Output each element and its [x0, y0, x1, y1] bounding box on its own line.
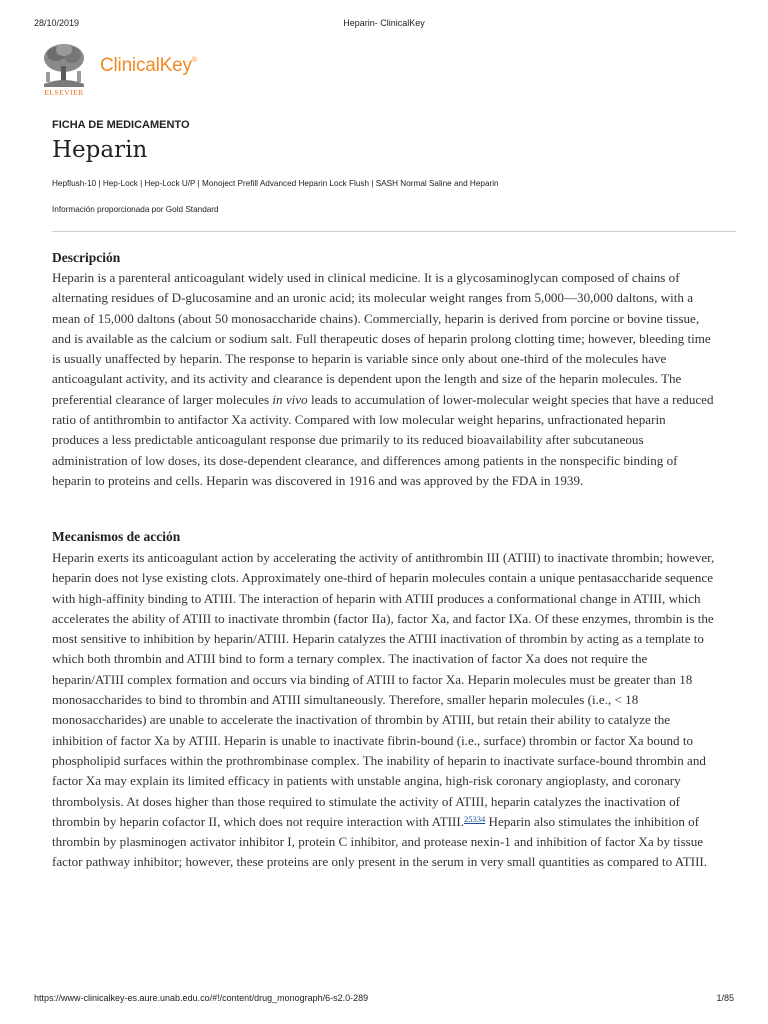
mechanism-text-part1: Heparin exerts its anticoagulant action by accelerating the activity of antithrombin III (ATIII) to inactivate thrombin; however, heparin does not lyse existing clots. Approximately one-third of heparin molecules contain a unique pentasaccharide sequence with high-affinity binding to ATIII. The interaction of heparin with ATIII produces a conformational change in ATIII, which accelerates the ability of ATIII to inactivate thrombin (factor IIa), factor Xa, and factor IXa. Of these enzymes, thrombin is the most sensitive to inhibition by heparin/ATIII. Heparin catalyzes the ATIII inactivation of thrombin by acting as a template to which both thrombin and ATIII bind to form a ternary complex. The inactivation of factor Xa does not require the heparin/ATIII complex formation and occurs via binding of ATIII to factor Xa. Heparin molecules must be greater than 18 monosaccharides to bind to thrombin and ATIII simultaneously. Therefore, smaller heparin molecules (i.e., < 18 monosaccharides) are unable to accelerate the inactivation of thrombin by ATIII, but retain their ability to catalyze the inhibition of factor Xa by ATIII. Heparin is unable to inactivate fibrin-bound (i.e., surface) thrombin or factor Xa bound to phospholipid surfaces within the prothrombinase complex. The inability of heparin to inactivate surface-bound thrombin and factor Xa may explain its limited efficacy in patients with unstable angina, high-risk coronary angioplasty, and coronary thrombolysis. At doses higher than those required to stimulate the activity of ATIII, heparin catalyzes the inactivation of thrombin by heparin cofactor II, which does not require interaction with ATIII. — [52, 550, 715, 829]
mechanism-heading: Mecanismos de acción — [52, 529, 181, 544]
trademark-symbol: ® — [191, 57, 197, 64]
print-date: 28/10/2019 — [34, 18, 80, 28]
elsevier-wordmark: ELSEVIER — [44, 88, 84, 97]
mechanism-text — [52, 548, 716, 873]
reference-link[interactable]: 25334 — [463, 813, 486, 824]
brand-names: Hepflush-10 | Hep-Lock | Hep-Lock U/P | Monoject Prefill Advanced Heparin Lock Flush | SASH Normal Saline and Heparin — [52, 179, 499, 188]
page-number: 1/85 — [716, 993, 734, 1003]
clinicalkey-wordmark — [100, 55, 197, 77]
clinicalkey-logo[interactable] — [34, 40, 254, 98]
print-header — [34, 18, 734, 32]
brand-name: ClinicalKey — [100, 55, 192, 76]
monograph-kicker: FICHA DE MEDICAMENTO — [52, 119, 190, 131]
print-footer — [34, 993, 734, 1007]
description-text — [52, 268, 716, 491]
elsevier-tree-icon — [36, 40, 92, 90]
print-page-title: Heparin- ClinicalKey — [343, 18, 425, 28]
provided-by: Información proporcionada por Gold Standard — [52, 205, 219, 214]
description-italic: in vivo — [272, 391, 308, 407]
page-title: Heparin — [52, 137, 148, 163]
description-text-part2: leads to accumulation of lower-molecular weight species that have a reduced ratio of antithrombin to antifactor Xa activity. Compared with low molecular weight heparins, unfractionated heparin produces a less predictable anticoagulant response due primarily to its reduced bioavailability after subcutaneous administration of low doses, its dose-dependent clearance, and differences among patients in the nonspecific binding of heparin to proteins and cells. Heparin was discovered in 1916 and was approved by the FDA in 1939. — [52, 391, 714, 488]
description-heading: Descripción — [52, 250, 121, 265]
page-url: https://www-clinicalkey-es.aure.unab.edu.co/#!/content/drug_monograph/6-s2.0-289 — [34, 993, 369, 1003]
section-divider — [52, 231, 736, 232]
mechanism-text-part2: Heparin also stimulates the inhibition of thrombin by plasminogen activator inhibitor I, protein C inhibitor, and protease nexin-1 and inhibition of factor Xa by tissue factor pathway inhibitor; however, these proteins are only present in the serum in very small quantities as compared to ATIII. — [52, 813, 708, 870]
description-text-part1: Heparin is a parenteral anticoagulant widely used in clinical medicine. It is a glycosaminoglycan composed of chains of alternating residues of D-glucosamine and an uronic acid; its molecular weight ranges from 5,000—30,000 daltons, with a mean of 15,000 daltons (about 50 monosaccharide chains). Commercially, heparin is derived from porcine or bovine tissue, and is available as the calcium or sodium salt. Full therapeutic doses of heparin prolong clotting time; however, bleeding time is usually unaffected by heparin. The response to heparin is variable since only about one-third of the molecules have anticoagulant activity, and its activity and clearance is dependent upon the length and size of the heparin molecules. The preferential clearance of larger molecules — [52, 270, 711, 407]
